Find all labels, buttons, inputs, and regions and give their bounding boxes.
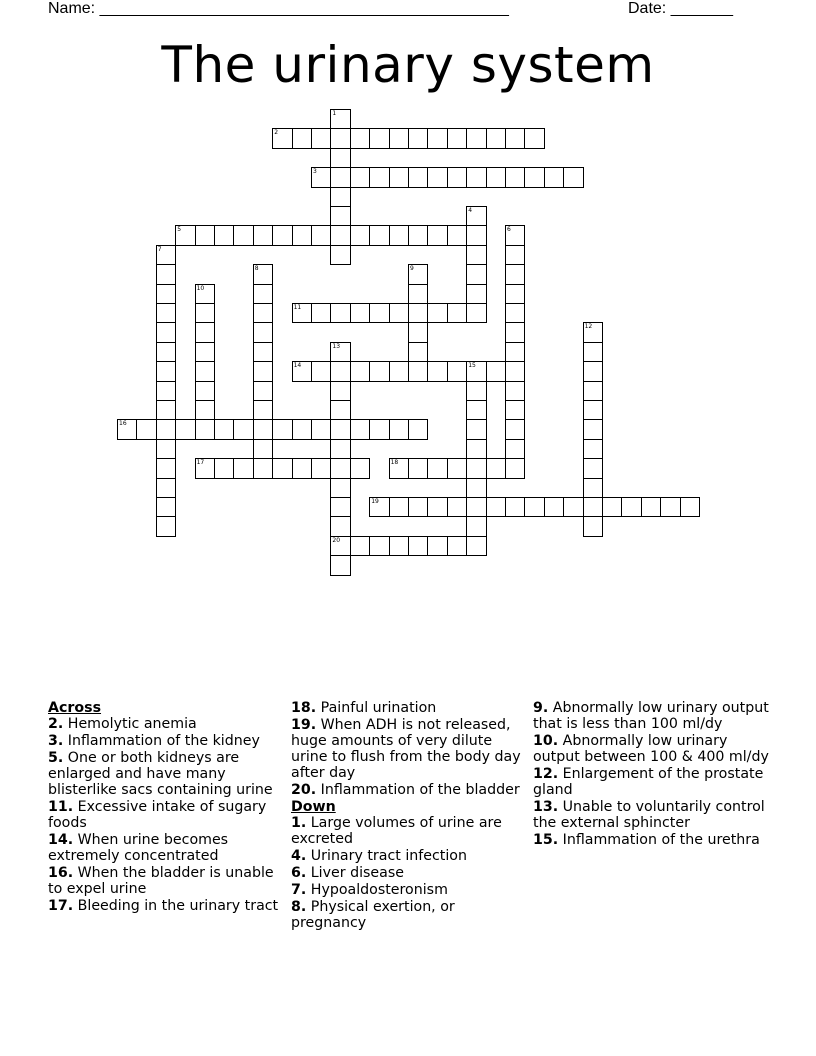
grid-cell[interactable]	[292, 458, 312, 478]
grid-cell[interactable]	[408, 303, 428, 323]
grid-cell[interactable]	[330, 478, 350, 498]
clue-number: 1	[332, 110, 337, 117]
grid-cell[interactable]	[195, 322, 215, 342]
grid-cell[interactable]	[602, 497, 622, 517]
grid-cell[interactable]	[253, 458, 273, 478]
grid-cell[interactable]	[272, 458, 292, 478]
grid-cell[interactable]	[505, 458, 525, 478]
grid-cell[interactable]	[136, 419, 156, 439]
grid-cell[interactable]	[272, 419, 292, 439]
grid-cell[interactable]	[505, 264, 525, 284]
clue-across-3: 3. Inflammation of the kidney	[48, 733, 260, 749]
grid-cell[interactable]	[253, 303, 273, 323]
clue-number: 16	[119, 420, 127, 428]
grid-cell[interactable]	[330, 536, 350, 556]
grid-cell[interactable]	[330, 419, 350, 439]
clues-column-2	[291, 700, 527, 932]
clue-number: 10	[196, 284, 205, 292]
grid-cell[interactable]	[233, 225, 253, 245]
grid-cell[interactable]	[195, 303, 215, 323]
grid-cell[interactable]	[408, 225, 428, 245]
clue-number: 8	[254, 265, 259, 273]
grid-cell[interactable]	[447, 497, 467, 517]
grid-cell[interactable]	[233, 419, 253, 439]
grid-cell[interactable]	[583, 361, 603, 381]
grid-cell[interactable]	[330, 148, 350, 168]
clues-column-3	[533, 700, 769, 849]
clue-across-20: 20. Inflammation of the bladder	[291, 782, 520, 798]
grid-cell[interactable]	[330, 206, 350, 226]
grid-cell[interactable]	[408, 342, 428, 362]
clue-number: 18	[390, 459, 399, 467]
grid-cell[interactable]	[330, 516, 350, 536]
grid-cell[interactable]	[466, 225, 486, 245]
grid-cell[interactable]	[486, 497, 506, 517]
grid-cell[interactable]	[447, 167, 467, 187]
grid-cell[interactable]	[505, 245, 525, 265]
grid-cell[interactable]	[330, 187, 350, 207]
grid-cell[interactable]	[583, 419, 603, 439]
clue-number: 9	[410, 265, 414, 273]
grid-cell[interactable]	[156, 478, 176, 498]
grid-cell[interactable]	[583, 497, 603, 517]
grid-cell[interactable]	[214, 458, 234, 478]
grid-cell[interactable]	[156, 322, 176, 342]
grid-cell[interactable]	[253, 342, 273, 362]
grid-cell[interactable]	[156, 245, 176, 265]
grid-cell[interactable]	[505, 381, 525, 401]
clue-across-18: 18. Painful urination	[291, 700, 437, 716]
clue-number: 14	[293, 362, 302, 370]
grid-cell[interactable]	[330, 167, 350, 187]
clue-number: 6	[507, 226, 511, 234]
clue-number: 2	[274, 129, 279, 137]
grid-cell[interactable]	[272, 225, 292, 245]
clue-number: 11	[293, 304, 302, 311]
grid-cell[interactable]	[583, 322, 603, 342]
grid-cell[interactable]	[524, 497, 544, 517]
grid-cell[interactable]	[195, 342, 215, 362]
grid-cell[interactable]	[389, 225, 409, 245]
grid-cell[interactable]	[408, 128, 428, 148]
grid-cell[interactable]	[486, 128, 506, 148]
grid-cell[interactable]	[466, 264, 486, 284]
grid-cell[interactable]	[408, 284, 428, 304]
grid-cell[interactable]	[680, 497, 700, 517]
grid-cell[interactable]	[350, 303, 370, 323]
grid-cell[interactable]	[330, 225, 350, 245]
grid-cell[interactable]	[272, 128, 292, 148]
grid-cell[interactable]	[466, 458, 486, 478]
grid-cell[interactable]	[253, 381, 273, 401]
clue-down-10: 10. Abnormally low urinary output between 100 & 400 ml/dy	[533, 733, 769, 765]
grid-cell[interactable]	[660, 497, 680, 517]
grid-cell[interactable]	[583, 342, 603, 362]
grid-cell[interactable]	[350, 128, 370, 148]
grid-cell[interactable]	[505, 167, 525, 187]
grid-cell[interactable]	[389, 361, 409, 381]
grid-cell[interactable]	[583, 381, 603, 401]
grid-cell[interactable]	[447, 458, 467, 478]
grid-cell[interactable]	[311, 419, 331, 439]
grid-cell[interactable]	[505, 225, 525, 245]
grid-cell[interactable]	[427, 361, 447, 381]
grid-cell[interactable]	[505, 497, 525, 517]
grid-cell[interactable]	[330, 109, 350, 129]
grid-cell[interactable]	[466, 361, 486, 381]
grid-cell[interactable]	[156, 497, 176, 517]
grid-cell[interactable]	[117, 419, 137, 439]
clue-number: 20	[332, 536, 341, 544]
clue-across-17: 17. Bleeding in the urinary tract	[48, 898, 279, 914]
grid-cell[interactable]	[175, 225, 195, 245]
down-heading: Down	[291, 799, 336, 815]
clue-across-5: 5. One or both kidneys are enlarged and have many blisterlike sacs containing urine	[48, 750, 273, 798]
grid-cell[interactable]	[369, 128, 389, 148]
grid-cell[interactable]	[466, 497, 486, 517]
grid-cell[interactable]	[311, 167, 331, 187]
grid-cell[interactable]	[505, 284, 525, 304]
clue-down-9: 9. Abnormally low urinary output that is less than 100 ml/dy	[533, 700, 769, 732]
grid-cell[interactable]	[524, 167, 544, 187]
grid-cell[interactable]	[311, 458, 331, 478]
clue-number: 13	[332, 342, 341, 350]
clue-across-11: 11. Excessive intake of sugary foods	[48, 799, 267, 831]
grid-cell[interactable]	[447, 361, 467, 381]
grid-cell[interactable]	[156, 342, 176, 362]
grid-cell[interactable]	[253, 361, 273, 381]
grid-cell[interactable]	[524, 128, 544, 148]
grid-cell[interactable]	[427, 458, 447, 478]
clue-number: 15	[468, 362, 476, 370]
grid-cell[interactable]	[369, 536, 389, 556]
grid-cell[interactable]	[330, 128, 350, 148]
grid-cell[interactable]	[195, 419, 215, 439]
clue-down-4: 4. Urinary tract infection	[291, 848, 467, 864]
grid-cell[interactable]	[292, 303, 312, 323]
grid-cell[interactable]	[175, 419, 195, 439]
grid-cell[interactable]	[330, 303, 350, 323]
grid-cell[interactable]	[466, 400, 486, 420]
grid-cell[interactable]	[583, 439, 603, 459]
grid-cell[interactable]	[156, 439, 176, 459]
clue-number: 12	[584, 323, 593, 331]
grid-cell[interactable]	[195, 381, 215, 401]
grid-cell[interactable]	[369, 497, 389, 517]
grid-cell[interactable]	[311, 128, 331, 148]
grid-cell[interactable]	[311, 361, 331, 381]
grid-cell[interactable]	[350, 167, 370, 187]
grid-cell[interactable]	[156, 381, 176, 401]
grid-cell[interactable]	[350, 536, 370, 556]
grid-cell[interactable]	[253, 264, 273, 284]
grid-cell[interactable]	[330, 381, 350, 401]
date-field[interactable]: Date: _______	[628, 0, 733, 17]
grid-cell[interactable]	[389, 536, 409, 556]
clue-number: 17	[196, 459, 205, 467]
grid-cell[interactable]	[330, 400, 350, 420]
clue-across-14: 14. When urine becomes extremely concentrated	[48, 832, 229, 864]
grid-cell[interactable]	[427, 303, 447, 323]
clue-down-8: 8. Physical exertion, or pregnancy	[291, 899, 455, 931]
grid-cell[interactable]	[466, 439, 486, 459]
grid-cell[interactable]	[505, 419, 525, 439]
grid-cell[interactable]	[156, 303, 176, 323]
grid-cell[interactable]	[330, 458, 350, 478]
grid-cell[interactable]	[486, 458, 506, 478]
grid-cell[interactable]	[466, 245, 486, 265]
grid-cell[interactable]	[427, 536, 447, 556]
grid-cell[interactable]	[350, 458, 370, 478]
grid-cell[interactable]	[544, 167, 564, 187]
grid-cell[interactable]	[408, 536, 428, 556]
grid-cell[interactable]	[389, 167, 409, 187]
grid-cell[interactable]	[195, 458, 215, 478]
grid-cell[interactable]	[447, 225, 467, 245]
grid-cell[interactable]	[156, 264, 176, 284]
grid-cell[interactable]	[408, 361, 428, 381]
clue-down-12: 12. Enlargement of the prostate gland	[533, 766, 764, 798]
grid-cell[interactable]	[156, 419, 176, 439]
grid-cell[interactable]	[486, 361, 506, 381]
clues-column-1	[48, 700, 284, 915]
grid-cell[interactable]	[330, 245, 350, 265]
grid-cell[interactable]	[583, 478, 603, 498]
across-heading: Across	[48, 700, 102, 716]
grid-cell[interactable]	[253, 284, 273, 304]
grid-cell[interactable]	[505, 361, 525, 381]
grid-cell[interactable]	[330, 497, 350, 517]
grid-cell[interactable]	[466, 128, 486, 148]
clue-down-6: 6. Liver disease	[291, 865, 404, 881]
grid-cell[interactable]	[389, 128, 409, 148]
clue-number: 5	[177, 226, 182, 234]
grid-cell[interactable]	[156, 400, 176, 420]
grid-cell[interactable]	[350, 225, 370, 245]
grid-cell[interactable]	[447, 536, 467, 556]
grid-cell[interactable]	[427, 167, 447, 187]
clue-number: 4	[468, 207, 473, 214]
grid-cell[interactable]	[466, 419, 486, 439]
grid-cell[interactable]	[505, 439, 525, 459]
grid-cell[interactable]	[466, 206, 486, 226]
grid-cell[interactable]	[505, 128, 525, 148]
grid-cell[interactable]	[369, 361, 389, 381]
clue-down-13: 13. Unable to voluntarily control the external sphincter	[533, 799, 765, 831]
grid-cell[interactable]	[563, 497, 583, 517]
grid-cell[interactable]	[214, 419, 234, 439]
grid-cell[interactable]	[466, 303, 486, 323]
grid-cell[interactable]	[466, 536, 486, 556]
grid-cell[interactable]	[427, 225, 447, 245]
grid-cell[interactable]	[369, 303, 389, 323]
grid-cell[interactable]	[233, 458, 253, 478]
clue-number: 19	[371, 498, 379, 505]
clue-down-1: 1. Large volumes of urine are excreted	[291, 815, 502, 847]
clue-across-2: 2. Hemolytic anemia	[48, 716, 197, 732]
grid-cell[interactable]	[583, 516, 603, 536]
grid-cell[interactable]	[253, 225, 273, 245]
grid-cell[interactable]	[447, 303, 467, 323]
grid-cell[interactable]	[466, 284, 486, 304]
grid-cell[interactable]	[389, 458, 409, 478]
grid-cell[interactable]	[466, 381, 486, 401]
name-field[interactable]: Name: ______________________________________________	[48, 0, 509, 17]
grid-cell[interactable]	[505, 303, 525, 323]
grid-cell[interactable]	[389, 419, 409, 439]
grid-cell[interactable]	[253, 419, 273, 439]
grid-cell[interactable]	[156, 284, 176, 304]
grid-cell[interactable]	[195, 225, 215, 245]
grid-cell[interactable]	[389, 497, 409, 517]
grid-cell[interactable]	[195, 284, 215, 304]
grid-cell[interactable]	[253, 439, 273, 459]
clue-across-19: 19. When ADH is not released, huge amounts of very dilute urine to flush from the body day after day	[291, 717, 521, 781]
grid-cell[interactable]	[563, 167, 583, 187]
grid-cell[interactable]	[505, 342, 525, 362]
grid-cell[interactable]	[156, 458, 176, 478]
grid-cell[interactable]	[156, 516, 176, 536]
grid-cell[interactable]	[195, 361, 215, 381]
grid-cell[interactable]	[583, 400, 603, 420]
clue-down-15: 15. Inflammation of the urethra	[533, 832, 760, 848]
grid-cell[interactable]	[408, 167, 428, 187]
grid-cell[interactable]	[427, 497, 447, 517]
grid-cell[interactable]	[466, 516, 486, 536]
grid-cell[interactable]	[253, 322, 273, 342]
grid-cell[interactable]	[253, 400, 273, 420]
grid-cell[interactable]	[408, 264, 428, 284]
grid-cell[interactable]	[408, 458, 428, 478]
grid-cell[interactable]	[369, 225, 389, 245]
grid-cell[interactable]	[350, 419, 370, 439]
grid-cell[interactable]	[214, 225, 234, 245]
grid-cell[interactable]	[330, 361, 350, 381]
grid-cell[interactable]	[408, 497, 428, 517]
grid-cell[interactable]	[292, 361, 312, 381]
grid-cell[interactable]	[408, 322, 428, 342]
grid-cell[interactable]	[486, 167, 506, 187]
grid-cell[interactable]	[311, 303, 331, 323]
grid-cell[interactable]	[427, 128, 447, 148]
grid-cell[interactable]	[466, 167, 486, 187]
grid-cell[interactable]	[330, 342, 350, 362]
grid-cell[interactable]	[350, 361, 370, 381]
grid-cell[interactable]	[369, 167, 389, 187]
grid-cell[interactable]	[330, 555, 350, 575]
clue-across-16: 16. When the bladder is unable to expel urine	[48, 865, 274, 897]
grid-cell[interactable]	[408, 419, 428, 439]
grid-cell[interactable]	[447, 128, 467, 148]
grid-cell[interactable]	[641, 497, 661, 517]
grid-cell[interactable]	[466, 478, 486, 498]
grid-cell[interactable]	[369, 419, 389, 439]
grid-cell[interactable]	[330, 439, 350, 459]
grid-cell[interactable]	[292, 419, 312, 439]
clue-number: 3	[313, 168, 317, 176]
clue-down-7: 7. Hypoaldosteronism	[291, 882, 448, 898]
grid-cell[interactable]	[195, 400, 215, 420]
grid-cell[interactable]	[311, 225, 331, 245]
page-title: The urinary system	[161, 36, 655, 94]
grid-cell[interactable]	[292, 225, 312, 245]
grid-cell[interactable]	[156, 361, 176, 381]
grid-cell[interactable]	[389, 303, 409, 323]
grid-cell[interactable]	[544, 497, 564, 517]
clue-number: 7	[157, 245, 162, 253]
grid-cell[interactable]	[505, 400, 525, 420]
grid-cell[interactable]	[583, 458, 603, 478]
grid-cell[interactable]	[292, 128, 312, 148]
grid-cell[interactable]	[505, 322, 525, 342]
grid-cell[interactable]	[621, 497, 641, 517]
